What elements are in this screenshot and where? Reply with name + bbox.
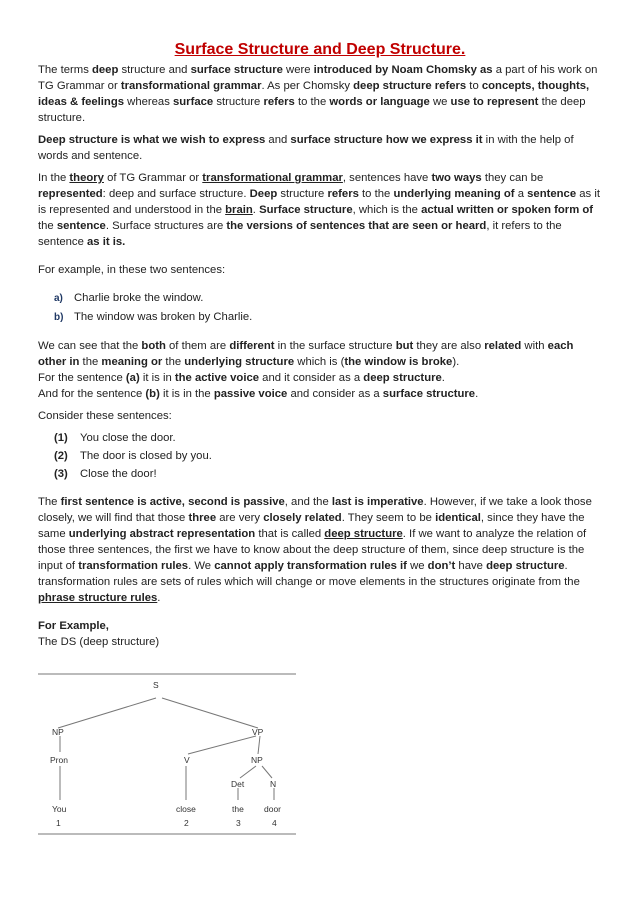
tree-node-n: N <box>270 779 277 789</box>
tree-node-pron: Pron <box>50 755 68 765</box>
paragraph-analysis: The first sentence is active, second is passive, and the last is imperative. However, if we take a look those closely, we will find that those three are very closely related. They seem to be identical, since they have the same underlying abstract representation that is called deep structure. If we want to analyze the relation of those three sentences, the first we have to know about the deep structure of them, since deep structure is the input of transformation rules. We cannot apply transformation rules if we don’t have deep structure. transformation rules are sets of rules which will change or move elements in the structures originate from the phrase structure rules. <box>38 496 592 604</box>
tree-index-3: 3 <box>236 818 241 828</box>
tree-branch <box>58 698 156 728</box>
tree-branch <box>188 736 256 754</box>
tree-leaf-you: You <box>52 804 67 814</box>
deep-structure-tree-diagram <box>38 672 308 842</box>
paragraph-active: For the sentence (a) it is in the active voice and it consider as a deep structure. <box>38 372 445 384</box>
tree-node-v: V <box>184 755 190 765</box>
tree-leaf-the: the <box>232 804 244 814</box>
list-item: (2) The door is closed by you. <box>54 450 212 462</box>
tree-index-1: 1 <box>56 818 61 828</box>
tree-leaf-door: door <box>264 804 282 814</box>
paragraph-definition: Deep structure is what we wish to express and surface structure how we express it in with the help of words and sentence. <box>38 134 574 162</box>
tree-node-np2: NP <box>251 755 263 765</box>
tree-node-vp: VP <box>252 727 264 737</box>
paragraph-consider: Consider these sentences: <box>38 410 172 422</box>
tree-node-np: NP <box>52 727 64 737</box>
list-item: (3) Close the door! <box>54 468 157 480</box>
example-list-123 <box>38 430 602 482</box>
paragraph-passive: And for the sentence (b) it is in the passive voice and consider as a surface structure. <box>38 388 479 400</box>
tree-index-4: 4 <box>272 818 277 828</box>
tree-branch <box>258 736 260 754</box>
example-list-ab <box>38 290 602 326</box>
tree-branch <box>262 766 272 778</box>
document-page <box>38 40 602 650</box>
list-item: (1) You close the door. <box>54 432 176 444</box>
tree-node-det: Det <box>231 779 245 789</box>
paragraph-theory: In the theory of TG Grammar or transformational grammar, sentences have two ways they can be represented: deep and surface structure. Deep structure refers to the underlying meaning of a sentence as it is represented and understood in the brain. Surface structure, which is the actual written or spoken form of the sentence. Surface structures are the versions of sentences that are seen or heard, it refers to the sentence as it is. <box>38 172 600 248</box>
tree-node-s: S <box>153 680 159 690</box>
paragraph-for-example: For Example, <box>38 620 109 632</box>
tree-index-2: 2 <box>184 818 189 828</box>
list-item: b) The window was broken by Charlie. <box>54 311 253 323</box>
paragraph-example-intro: For example, in these two sentences: <box>38 264 226 276</box>
tree-branch <box>162 698 258 728</box>
page-title: Surface Structure and Deep Structure. <box>174 41 466 58</box>
paragraph-comparison: We can see that the both of them are different in the surface structure but they are also related with each other in the meaning or the underlying structure which is (the window is broke). <box>38 340 574 368</box>
list-item: a) Charlie broke the window. <box>54 292 204 304</box>
tree-leaf-close: close <box>176 804 196 814</box>
paragraph-ds-label: The DS (deep structure) <box>38 636 160 648</box>
paragraph-intro: The terms deep structure and surface structure were introduced by Noam Chomsky as a part of his work on TG Grammar or transformational grammar. As per Chomsky deep structure refers to concepts, thoughts, ideas & feelings whereas surface structure refers to the words or language we use to represent the deep structure. <box>38 64 598 124</box>
tree-branch <box>240 766 256 778</box>
